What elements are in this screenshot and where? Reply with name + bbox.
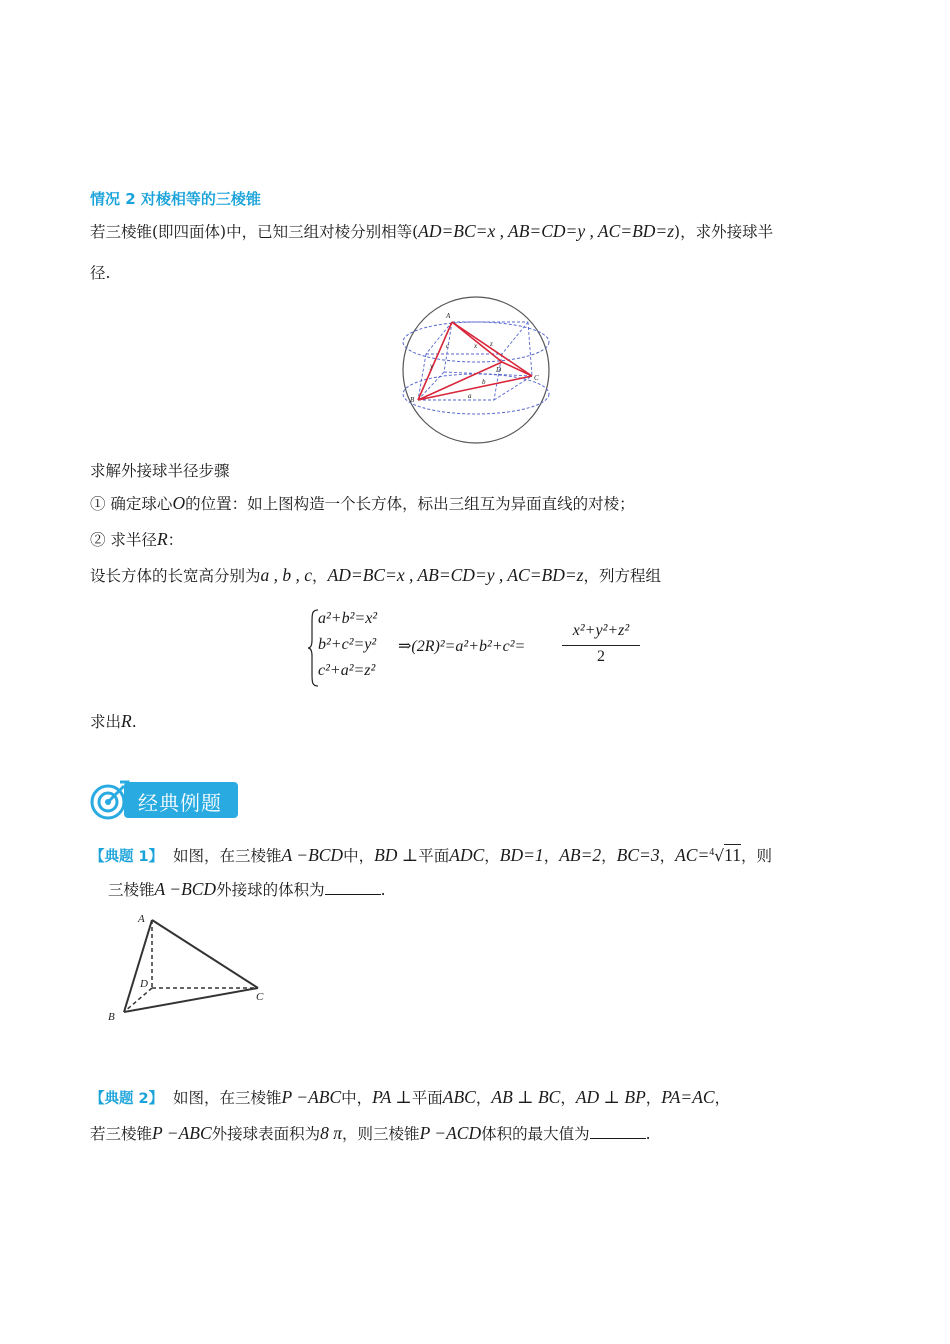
ex2-l2-m2: 8 π [320,1123,343,1143]
intro-line-1 [90,220,773,243]
example-2-line-2 [90,1122,651,1145]
steps-title: 求解外接球半径步骤 [90,462,230,480]
ex2-text-b: 中， [341,1089,373,1107]
ex1-text-a: 如图，在三棱锥 [173,847,282,866]
ex1-text-e: ， [543,847,560,866]
ex1-text-d: ， [484,847,500,866]
intro-math: AD=BC=x , AB=CD=y , AC=BD=z [418,221,675,241]
ex2-text-g: ， [714,1089,731,1107]
intro-line-2: 径. [90,264,111,282]
ex1-answer-blank[interactable] [325,880,381,895]
setup-math: AD=BC=x , AB=CD=y , AC=BD=z [327,565,584,585]
example-1-tag: 【典题 1】 [90,849,164,866]
fraction-bar [562,645,640,646]
ex2-m5: AD ⊥ BP [575,1087,646,1107]
fig-label-b: B [108,1011,115,1023]
setup-vars: a , b , c [260,565,313,585]
example-2-tag: 【典题 2】 [90,1091,164,1107]
conclusion-text: 求出 [90,713,122,731]
ex2-text-f: ， [645,1089,662,1107]
edge-ac [152,920,258,988]
tetrahedron-edges [418,322,532,400]
ex1-text-f: ， [601,847,617,866]
equation-2: b²+c²=y² [318,636,377,653]
ex1-text-g: ， [659,847,676,866]
examples-banner [88,776,240,822]
equation-3: c²+a²=z² [318,662,376,679]
step-2-text-end: ： [167,531,184,549]
ex2-text-d: ， [475,1089,492,1107]
banner-title: 经典例题 [138,791,222,815]
label-x: x [474,342,478,350]
label-b-edge: b [482,378,486,386]
setup-text-end: ，列方程组 [583,567,661,585]
intro-text-end: )，求外接球半 [674,223,774,241]
conclusion-line [90,710,137,733]
label-c-edge: c [446,342,450,350]
ex1-l2-text-b: 外接球的体积为 [216,881,325,899]
ex2-text-a: 如图，在三棱锥 [173,1089,282,1107]
step-2 [90,528,183,551]
step-1 [90,492,635,515]
ex2-l2-m1: P −ABC [152,1123,212,1143]
fig-label-c: C [256,991,264,1003]
tetrahedron-figure [102,906,282,1028]
label-z: z [490,340,493,348]
ex1-m5: AB=2 [559,845,602,866]
edge-ab [124,920,152,1012]
fig-label-a: A [138,913,145,925]
ex1-l2-text-a: 三棱锥 [108,881,155,899]
fig-label-d: D [140,978,148,990]
ex1-m2: BD ⊥ [374,845,419,866]
ex1-root-index: 4 [709,847,715,858]
step-2-var: R [156,529,168,549]
label-c: C [534,374,539,382]
step-1-var: O [172,493,186,513]
intro-text: 若三棱锥(即四面体)中，已知三组对棱分别相等( [90,223,419,241]
edge-bc [124,988,258,1012]
example-1-line-2 [108,878,386,901]
step-1-text-end: 的位置：如上图构造一个长方体，标出三组互为异面直线的对棱； [185,495,635,513]
label-a-edge: a [468,392,472,400]
implication: ⇒(2R)²=a²+b²+c²= [398,638,526,655]
ex1-radical-sign: √ [714,847,725,866]
setup-sep: ， [312,567,328,585]
label-d: D [496,366,502,374]
step-2-text: ② 求半径 [90,531,157,549]
ex1-text-h: ，则 [741,847,773,866]
fraction-denominator: 2 [597,648,605,665]
ex2-m4: AB ⊥ BC [491,1087,561,1107]
label-y: y [430,362,434,370]
ex1-m3: ADC [449,845,485,866]
ex2-text-e: ， [560,1089,576,1107]
ex1-radicand: 11 [724,845,742,866]
ex1-m4: BD=1 [499,845,544,866]
ex1-m6: BC=3 [616,845,660,866]
section-heading: 情况 2 对棱相等的三棱锥 [90,190,261,208]
ex1-text-b: 中， [343,847,375,866]
label-b: B [410,396,415,404]
step-1-text: ① 确定球心 [90,495,173,513]
ex1-l2-math: A −BCD [154,879,217,899]
bottom-ellipse [403,374,549,414]
ex1-m7: AC= [675,845,710,866]
ex2-m3: ABC [442,1087,476,1107]
ex2-m1: P −ABC [281,1087,342,1107]
ex2-text-c: 平面 [411,1089,443,1107]
fraction-numerator: x²+y²+z² [572,622,630,639]
setup-line [90,564,661,587]
conclusion-end: . [131,713,137,731]
equation-1: a²+b²=x² [318,610,378,627]
sphere-tetrahedron-figure [398,294,554,446]
example-2-line-1 [90,1086,730,1110]
ex2-l2-text-a: 若三棱锥 [90,1125,153,1143]
ex2-l2-end: . [645,1125,651,1143]
ex2-l2-text-b: 外接球表面积为 [211,1125,321,1143]
ex2-l2-text-c: ，则三棱锥 [342,1125,420,1143]
ex2-answer-blank[interactable] [590,1124,646,1139]
setup-text: 设长方体的长宽高分别为 [90,567,261,585]
ex2-m2: PA ⊥ [372,1087,412,1107]
ex1-text-c: 平面 [418,847,450,866]
sphere-outline [403,297,549,443]
ex1-l2-end: . [380,881,386,899]
ex1-m1: A −BCD [281,845,344,866]
example-1-line-1 [90,842,772,868]
label-a: A [446,312,451,320]
ex2-l2-text-d: 体积的最大值为 [481,1125,590,1143]
ex2-m6: PA=AC [661,1087,715,1107]
ex2-l2-m3: P −ACD [419,1123,482,1143]
conclusion-var: R [121,711,132,731]
